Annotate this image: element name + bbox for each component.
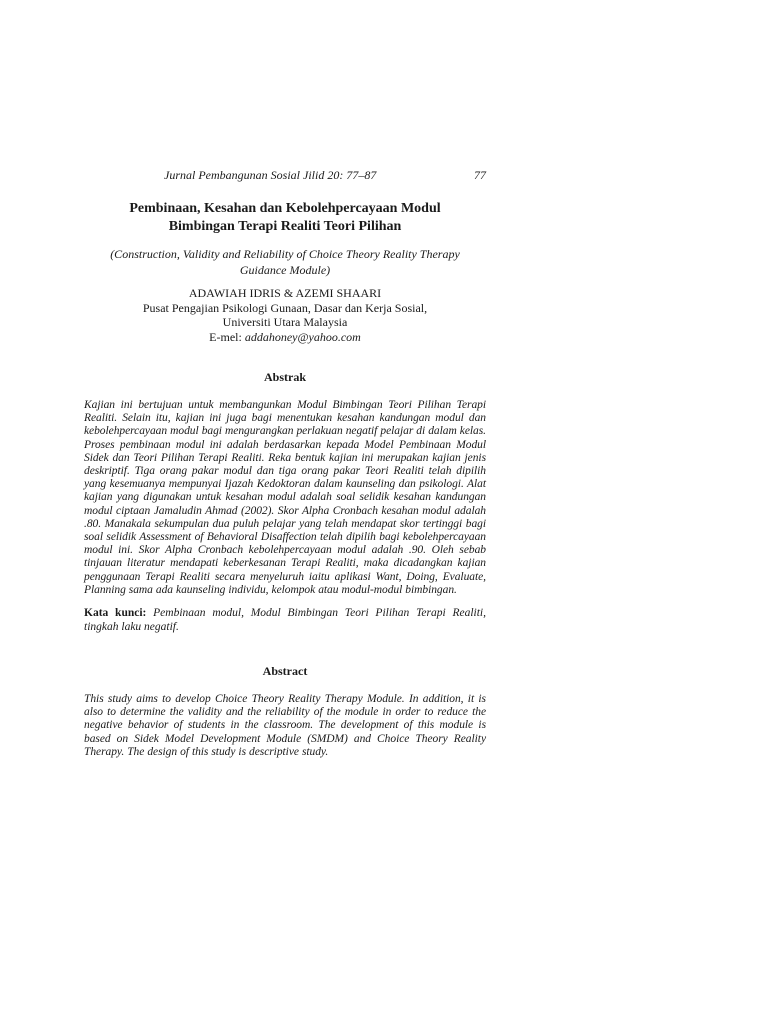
abstrak-heading: Abstrak — [263, 370, 306, 384]
affiliation-line-1: Pusat Pengajian Psikologi Gunaan, Dasar dan Kerja Sosial, — [142, 300, 428, 315]
email-line — [84, 330, 486, 345]
article-title-line-1: Pembinaan, Kesahan dan Kebolehpercayaan Modul — [129, 201, 441, 216]
page-number: 77 — [474, 168, 486, 182]
english-title-line-2: Guidance Module) — [239, 263, 331, 277]
journal-citation: Jurnal Pembangunan Sosial Jilid 20: 77–87 — [164, 168, 377, 182]
english-title-line-1: (Construction, Validity and Reliability of Choice Theory Reality Therapy — [110, 247, 460, 261]
keywords — [84, 607, 486, 634]
journal-page — [84, 168, 486, 759]
running-header — [84, 168, 486, 186]
article-title — [84, 200, 486, 236]
abstract-body: This study aims to develop Choice Theory Reality Therapy Module. In addition, it is also to determine the validity and the reliability of the module in order to reduce the negative behavior of students in the classroom. The development of this module is based on Sidek Model Development Module (SMDM) and Choice Theory Reality Therapy. The design of this study is descriptive study. — [84, 693, 486, 758]
keywords-label: Kata kunci: — [84, 607, 147, 620]
article-title-line-2: Bimbingan Terapi Realiti Teori Pilihan — [168, 219, 402, 234]
abstract-heading: Abstract — [262, 664, 308, 679]
author-block — [84, 286, 486, 344]
abstrak-body: Kajian ini bertujuan untuk membangunkan Modul Bimbingan Teori Pilihan Terapi Realiti. Selain itu, kajian ini juga bagi menentukan kesahan kandungan modul dan kebolehpercayaan modul bagi mengurangkan perlakuan negatif pelajar di dalam kelas. Proses pembinaan modul ini adalah berdasarkan kepada Model Pembinaan Modul Sidek dan Teori Pilihan Terapi Realiti. Reka bentuk kajian ini merupakan kajian jenis deskriptif. Tiga orang pakar modul dan tiga orang pakar Teori Realiti telah dipilih yang kesemuanya mempunyai Ijazah Kedoktoran dalam kaunseling dan psikologi. Alat kajian yang digunakan untuk kesahan modul adalah soal selidik kesahan kandungan modul ciptaan Jamaludin Ahmad (2002). Skor Alpha Cronbach kesahan modul adalah .80. Manakala sekumpulan dua puluh pelajar yang telah mendapat skor tertinggi bagi soal selidik Assessment of Behavioral Disaffection telah dipilih bagi kebolehpercayaan modul ini. Skor Alpha Cronbach kebolehpercayaan modul adalah .90. Oleh sebab tinjauan literatur mendapati keberkesanan Terapi Realiti, maka dicadangkan kajian penggunaan Terapi Realiti secara menyeluruh iaitu aplikasi Want, Doing, Evaluate, Planning sama ada kaunseling individu, kelompok atau modul-modul bimbingan. — [84, 399, 486, 596]
keywords-value: Pembinaan modul, Modul Bimbingan Teori Pilihan Terapi Realiti, tingkah laku negatif. — [84, 607, 486, 633]
author-names: ADAWIAH IDRIS & AZEMI SHAARI — [188, 286, 382, 300]
email-address: addahoney@yahoo.com — [244, 329, 361, 344]
affiliation-line-2: Universiti Utara Malaysia — [222, 315, 348, 329]
english-title — [84, 246, 486, 278]
email-label: E-mel: — [209, 329, 245, 344]
